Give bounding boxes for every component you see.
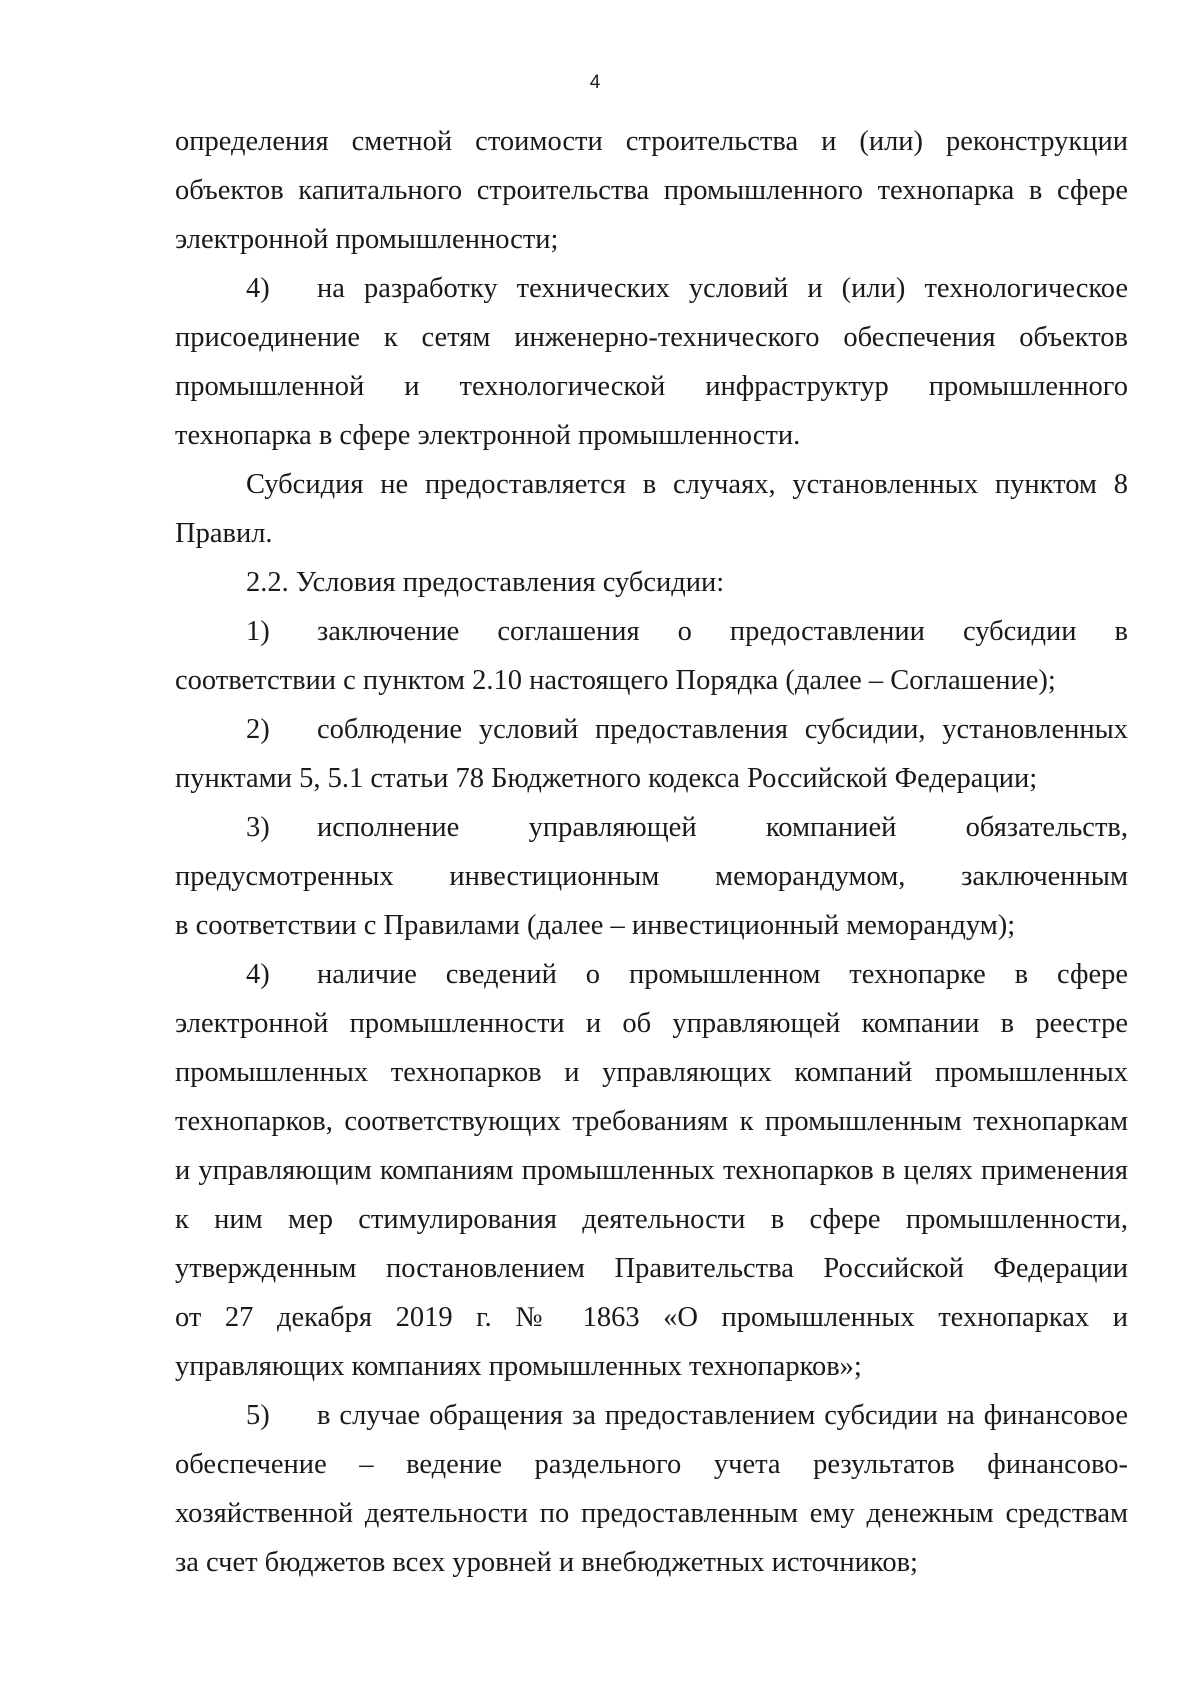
text-line — [175, 215, 1128, 264]
line-text: утвержденным постановлением Правительства Российской Федерации — [175, 1253, 1128, 1284]
line-text: от 27 декабря 2019 г. № 1863 «О промышленных технопарках и — [175, 1302, 1128, 1333]
text-line — [175, 1146, 1128, 1195]
line-text: пунктами 5, 5.1 статьи 78 Бюджетного кодекса Российской Федерации; — [175, 763, 1038, 794]
text-line — [175, 460, 1128, 509]
line-text: в случае обращения за предоставлением субсидии на финансовое — [317, 1400, 1128, 1431]
text-line — [175, 1048, 1128, 1097]
list-item-line — [175, 264, 1128, 313]
line-text: наличие сведений о промышленном технопарке в сфере — [317, 959, 1128, 990]
text-line — [175, 852, 1128, 901]
page-number: 4 — [589, 72, 601, 93]
line-text: управляющих компаниях промышленных технопарков»; — [175, 1351, 862, 1382]
text-line — [175, 1342, 1128, 1391]
line-text: Правил. — [175, 518, 273, 549]
line-text: промышленных технопарков и управляющих компаний промышленных — [175, 1057, 1128, 1088]
list-item-line — [175, 950, 1128, 999]
line-text: присоединение к сетям инженерно-технического обеспечения объектов — [175, 322, 1128, 353]
line-text: объектов капитального строительства промышленного технопарка в сфере — [175, 175, 1128, 206]
list-item-number: 4) — [246, 273, 270, 304]
text-line — [175, 656, 1128, 705]
text-line — [175, 1440, 1128, 1489]
line-text: к ним мер стимулирования деятельности в сфере промышленности, — [175, 1204, 1128, 1235]
list-item-number: 1) — [246, 616, 270, 647]
text-line — [175, 1293, 1128, 1342]
text-line — [175, 999, 1128, 1048]
text-line — [175, 509, 1128, 558]
line-text: технопарков, соответствующих требованиям к промышленным технопаркам — [175, 1106, 1128, 1137]
text-line — [175, 362, 1128, 411]
text-line — [175, 117, 1128, 166]
line-text: предусмотренных инвестиционным меморандумом, заключенным — [175, 861, 1128, 892]
line-text: обеспечение – ведение раздельного учета результатов финансово- — [175, 1449, 1128, 1480]
line-text: технопарка в сфере электронной промышленности. — [175, 420, 801, 451]
line-text: 2.2. Условия предоставления субсидии: — [246, 567, 725, 598]
line-text: хозяйственной деятельности по предоставленным ему денежным средствам — [175, 1498, 1128, 1529]
line-text: в соответствии с Правилами (далее – инвестиционный меморандум); — [175, 910, 1016, 941]
line-text: на разработку технических условий и (или) технологическое — [317, 273, 1128, 304]
line-text: электронной промышленности; — [175, 224, 559, 255]
text-line — [175, 1538, 1128, 1587]
line-text: заключение соглашения о предоставлении субсидии в — [317, 616, 1128, 647]
text-line — [175, 1195, 1128, 1244]
line-text: и управляющим компаниям промышленных технопарков в целях применения — [175, 1155, 1128, 1186]
text-line — [175, 1097, 1128, 1146]
text-line — [175, 1244, 1128, 1293]
line-text: Субсидия не предоставляется в случаях, установленных пунктом 8 — [246, 469, 1128, 500]
list-item-line — [175, 607, 1128, 656]
list-item-line — [175, 1391, 1128, 1440]
text-line — [175, 166, 1128, 215]
document-body — [175, 117, 1128, 1587]
text-line — [175, 901, 1128, 950]
list-item-number: 5) — [246, 1400, 270, 1431]
line-text: определения сметной стоимости строительства и (или) реконструкции — [175, 126, 1128, 157]
list-item-line — [175, 803, 1128, 852]
line-text: соблюдение условий предоставления субсидии, установленных — [317, 714, 1128, 745]
list-item-number: 3) — [246, 812, 270, 843]
line-text: электронной промышленности и об управляющей компании в реестре — [175, 1008, 1128, 1039]
text-line — [175, 411, 1128, 460]
list-item-number: 4) — [246, 959, 270, 990]
text-line — [175, 313, 1128, 362]
text-line — [175, 558, 1128, 607]
text-line — [175, 754, 1128, 803]
list-item-line — [175, 705, 1128, 754]
text-line — [175, 1489, 1128, 1538]
line-text: промышленной и технологической инфраструктур промышленного — [175, 371, 1128, 402]
list-item-number: 2) — [246, 714, 270, 745]
line-text: исполнение управляющей компанией обязательств, — [317, 812, 1128, 843]
line-text: соответствии с пунктом 2.10 настоящего Порядка (далее – Соглашение); — [175, 665, 1056, 696]
line-text: за счет бюджетов всех уровней и внебюджетных источников; — [175, 1547, 918, 1578]
